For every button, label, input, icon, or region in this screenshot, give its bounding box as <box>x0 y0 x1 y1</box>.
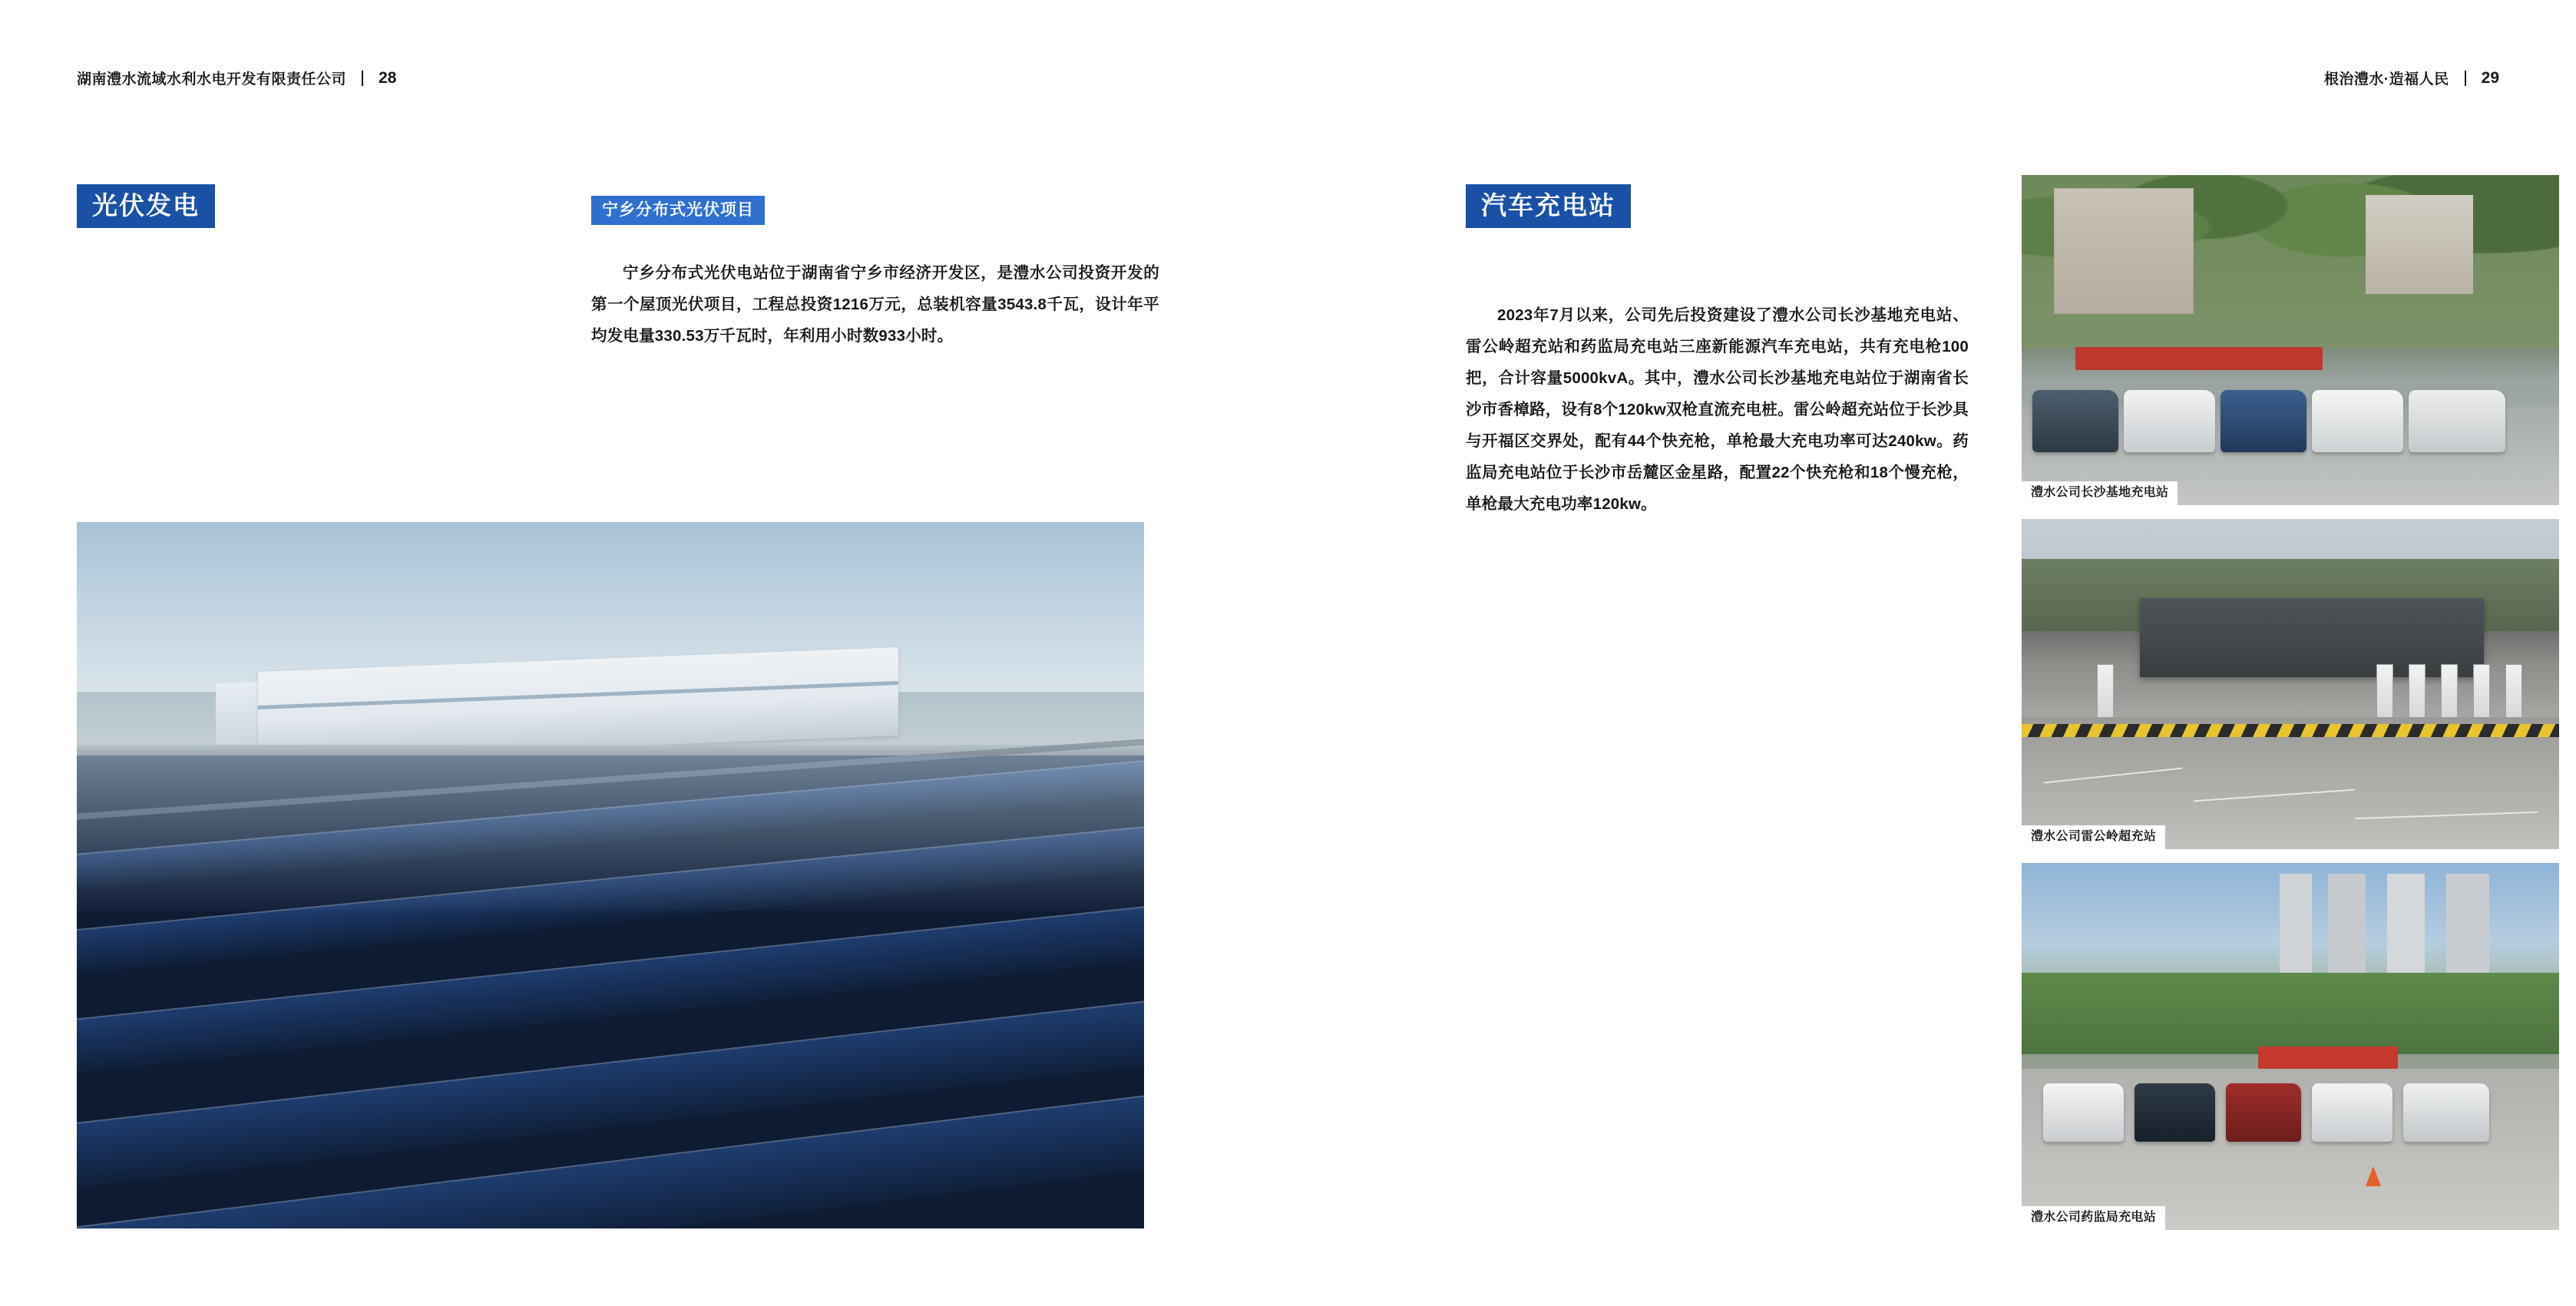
traffic-cone <box>2366 1166 2381 1186</box>
parked-car <box>2124 390 2215 453</box>
parked-car <box>2403 1083 2489 1142</box>
running-head-slogan: 根治澧水·造福人民 <box>2323 71 2449 88</box>
parked-car <box>2409 390 2505 453</box>
solar-photo-content <box>77 522 1144 1228</box>
residential-building <box>2054 188 2194 313</box>
running-head-divider <box>362 71 363 86</box>
parked-car <box>2312 1083 2392 1142</box>
right-body-text <box>1466 299 1969 520</box>
charging-canopy <box>2140 598 2484 677</box>
running-head-divider <box>2465 71 2466 86</box>
left-body-paragraph: 宁乡分布式光伏电站位于湖南省宁乡市经济开发区，是澧水公司投资开发的第一个屋顶光伏项目，工程总投资1216万元，总装机容量3543.8千瓦，设计年平均发电量330.53万千瓦时，年利用小时数933小时。 <box>591 264 1159 345</box>
hazard-stripe-curb <box>2022 724 2559 737</box>
parked-car <box>2221 390 2306 453</box>
red-banner <box>2258 1046 2398 1069</box>
running-head-left <box>77 68 396 88</box>
parked-car <box>2312 390 2403 453</box>
page-number-right: 29 <box>2481 68 2499 87</box>
left-body-text <box>591 257 1159 352</box>
photo1-content <box>2022 175 2559 505</box>
leigongling-supercharging-station-photo <box>2022 519 2559 849</box>
page-number-left: 28 <box>379 68 397 87</box>
photo-caption: 澧水公司药监局充电站 <box>2022 1206 2165 1230</box>
parked-car <box>2043 1083 2124 1142</box>
photo-caption: 澧水公司长沙基地充电站 <box>2022 481 2178 505</box>
section-title-charging: 汽车充电站 <box>1466 184 1631 228</box>
drug-administration-charging-station-photo <box>2022 863 2559 1230</box>
changsha-base-charging-station-photo <box>2022 175 2559 505</box>
running-head-right <box>2324 68 2499 88</box>
red-banner <box>2075 347 2323 370</box>
tree-line <box>2022 973 2559 1053</box>
parked-car <box>2135 1083 2215 1142</box>
parked-car <box>2032 390 2118 453</box>
running-head-org: 湖南澧水流域水利水电开发有限责任公司 <box>77 71 347 88</box>
rooftop-solar-array-photo <box>77 522 1144 1228</box>
project-title-ningxiang: 宁乡分布式光伏项目 <box>591 196 765 225</box>
photo2-content <box>2022 519 2559 849</box>
right-page <box>1288 0 2576 1306</box>
section-title-solar: 光伏发电 <box>77 184 215 228</box>
photo3-content <box>2022 863 2559 1230</box>
residential-building <box>2366 195 2473 294</box>
right-body-paragraph: 2023年7月以来，公司先后投资建设了澧水公司长沙基地充电站、雷公岭超充站和药监局充电站三座新能源汽车充电站，共有充电枪100把，合计容量5000kvA。其中，澧水公司长沙基地充电站位于湖南省长沙市香樟路，设有8个120kw双枪直流充电桩。雷公岭超充站位于长沙具与开福区交界处，配有44个快充枪，单枪最大充电功率可达240kw。药监局充电站位于长沙市岳麓区金星路，配置22个快充枪和18个慢充枪，单枪最大充电功率120kw。 <box>1466 306 1969 513</box>
photo-caption: 澧水公司雷公岭超充站 <box>2022 825 2165 849</box>
parked-car <box>2226 1083 2301 1142</box>
